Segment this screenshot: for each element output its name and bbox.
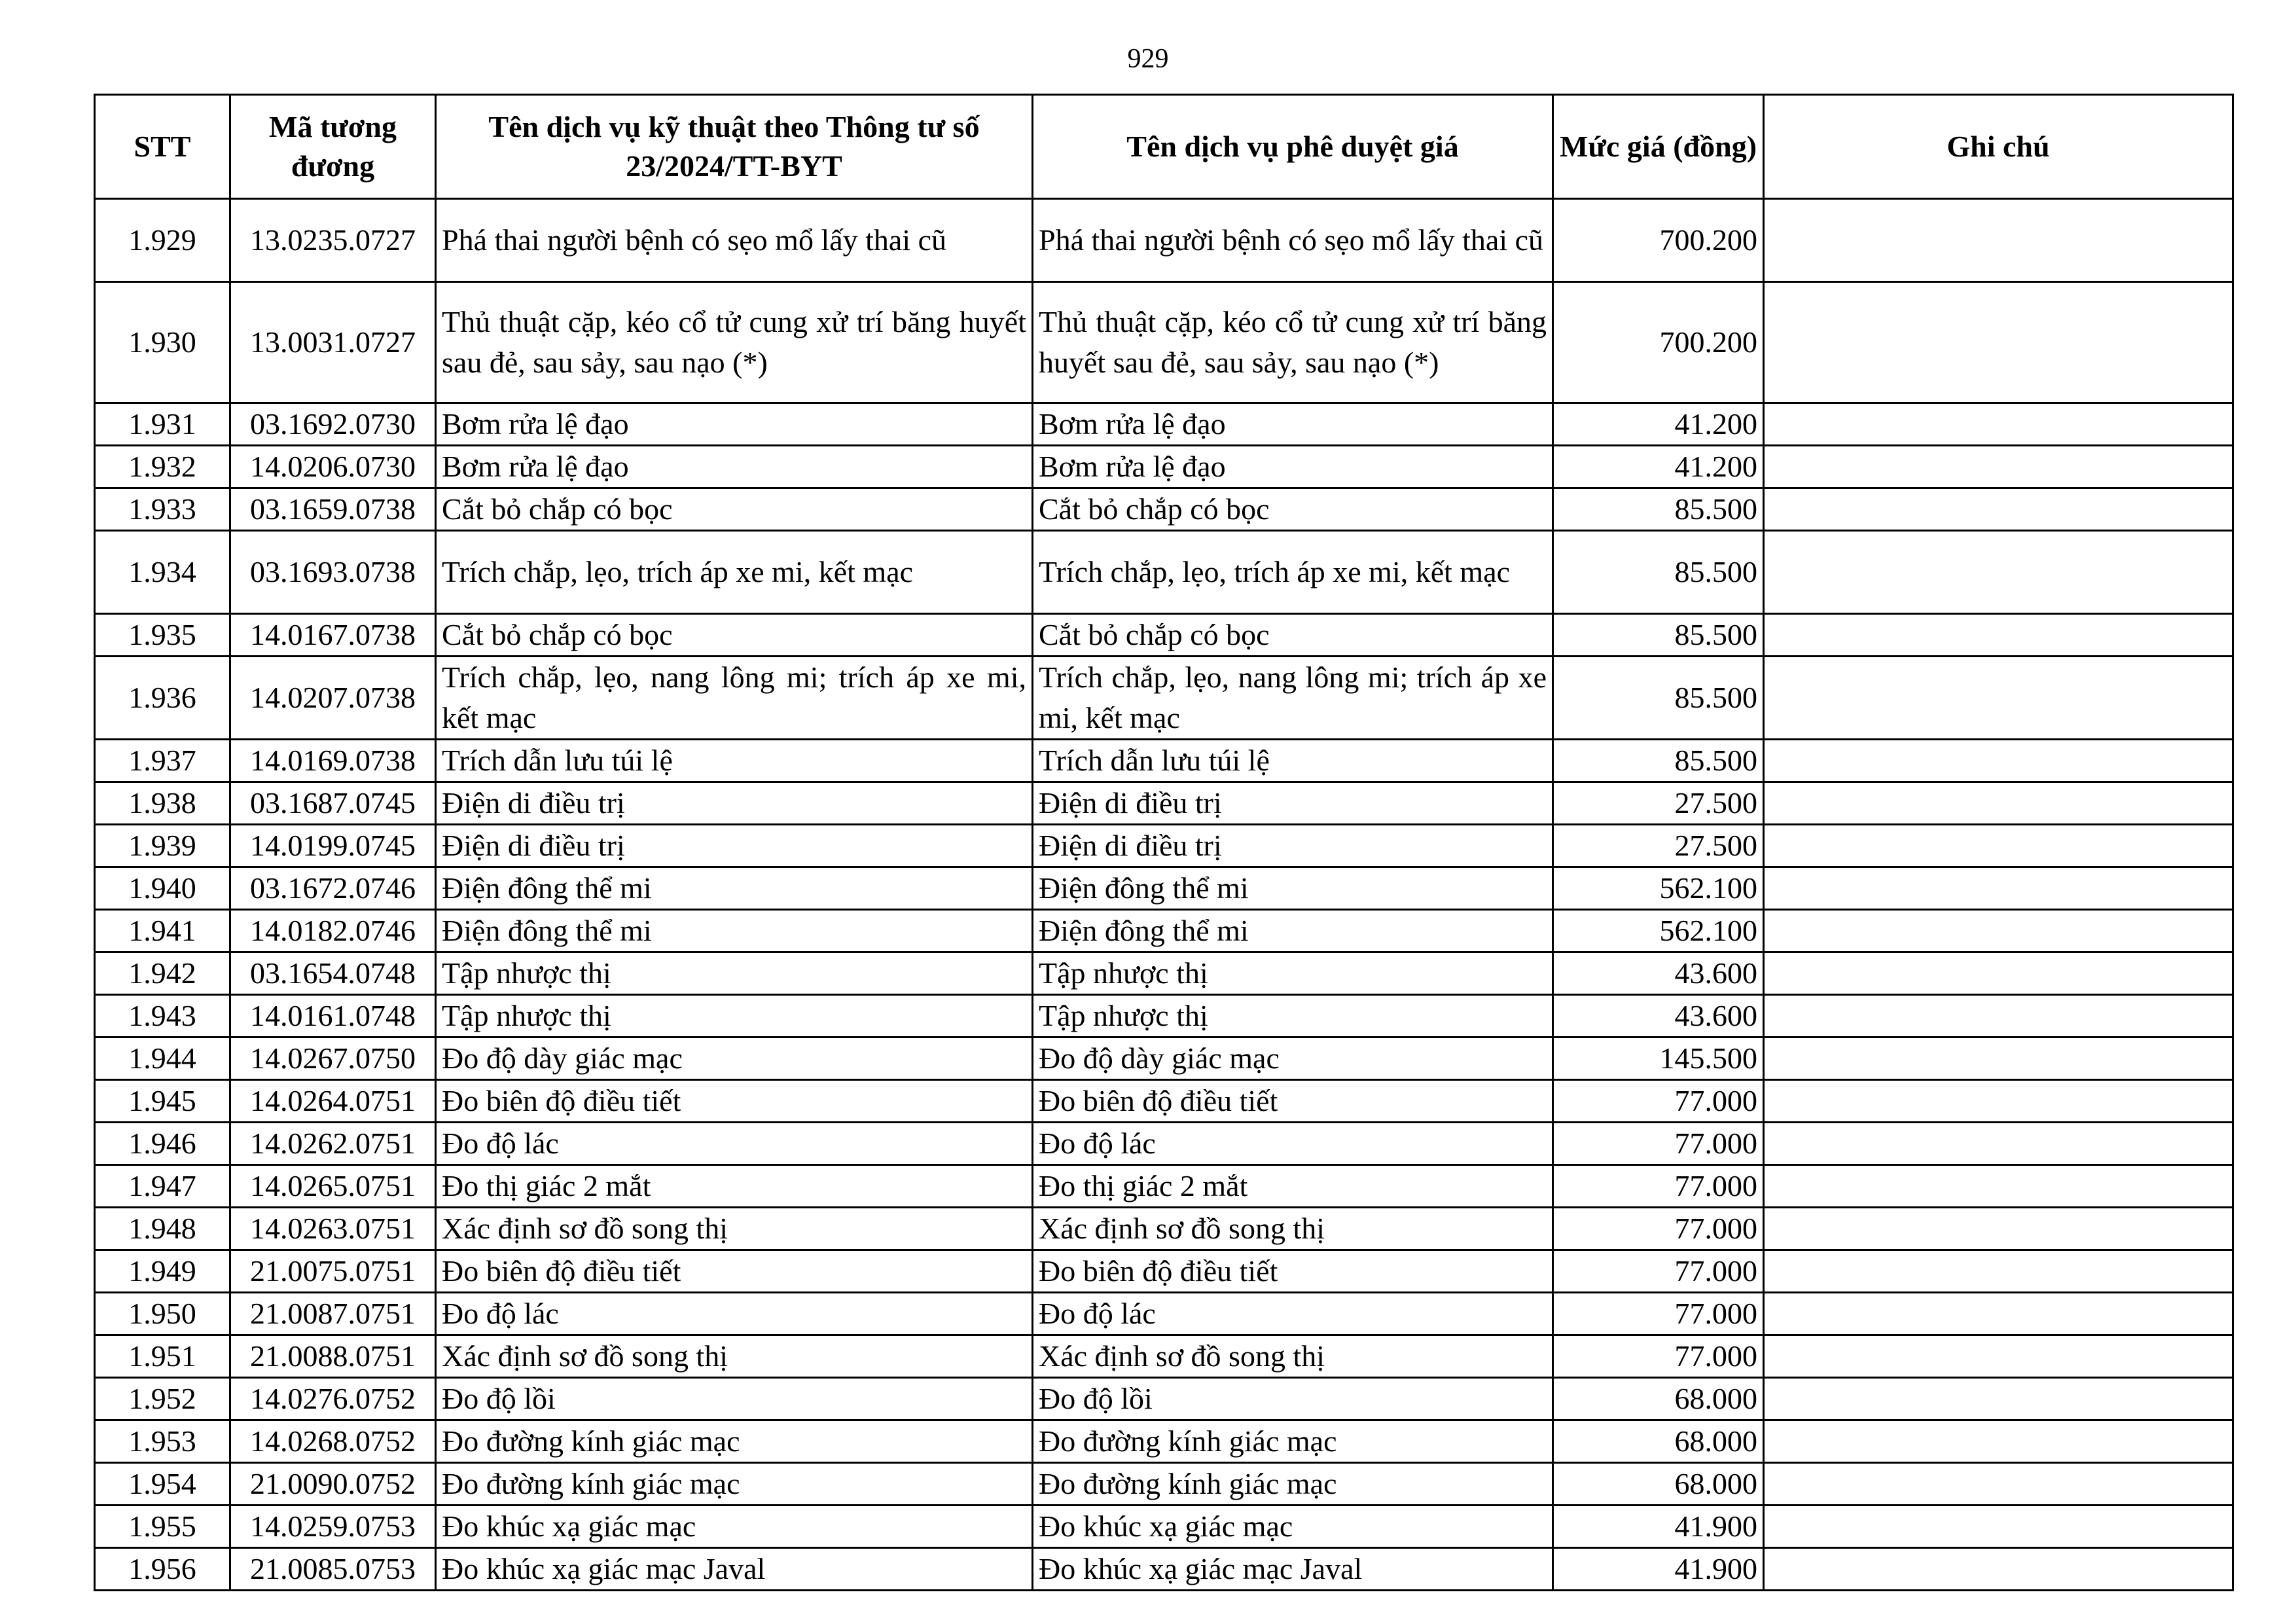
cell-note (1764, 199, 2233, 282)
cell-tech-name: Điện đông thể mi (436, 867, 1033, 910)
table-row (95, 1080, 2233, 1123)
cell-code: 21.0090.0752 (230, 1463, 436, 1506)
cell-price: 41.900 (1553, 1506, 1764, 1548)
cell-price: 85.500 (1553, 531, 1764, 614)
cell-approved-name: Đo biên độ điều tiết (1033, 1080, 1553, 1123)
cell-approved-name: Đo khúc xạ giác mạc Javal (1033, 1548, 1553, 1591)
cell-stt: 1.933 (95, 488, 230, 531)
cell-code: 03.1687.0745 (230, 782, 436, 825)
table-row (95, 1123, 2233, 1165)
cell-approved-name: Đo thị giác 2 mắt (1033, 1165, 1553, 1208)
cell-approved-name: Trích dẫn lưu túi lệ (1033, 740, 1553, 782)
table-row (95, 1165, 2233, 1208)
cell-tech-name: Bơm rửa lệ đạo (436, 403, 1033, 446)
table-row (95, 1463, 2233, 1506)
cell-code: 14.0265.0751 (230, 1165, 436, 1208)
cell-note (1764, 1506, 2233, 1548)
table-row (95, 488, 2233, 531)
cell-approved-name: Bơm rửa lệ đạo (1033, 446, 1553, 488)
cell-code: 03.1659.0738 (230, 488, 436, 531)
table-row (95, 1506, 2233, 1548)
header-price: Mức giá (đồng) (1553, 95, 1764, 199)
cell-price: 85.500 (1553, 488, 1764, 531)
cell-approved-name: Thủ thuật cặp, kéo cổ tử cung xử trí băng huyết sau đẻ, sau sảy, sau nạo (*) (1033, 282, 1553, 403)
cell-code: 14.0169.0738 (230, 740, 436, 782)
cell-price: 41.200 (1553, 446, 1764, 488)
table-row (95, 867, 2233, 910)
cell-approved-name: Cắt bỏ chắp có bọc (1033, 614, 1553, 657)
cell-price: 85.500 (1553, 740, 1764, 782)
cell-note (1764, 1123, 2233, 1165)
cell-note (1764, 825, 2233, 867)
cell-stt: 1.936 (95, 657, 230, 740)
cell-note (1764, 1250, 2233, 1293)
cell-note (1764, 1080, 2233, 1123)
table-row (95, 995, 2233, 1038)
cell-tech-name: Tập nhược thị (436, 952, 1033, 995)
cell-price: 562.100 (1553, 910, 1764, 952)
cell-note (1764, 867, 2233, 910)
cell-price: 77.000 (1553, 1250, 1764, 1293)
cell-approved-name: Đo đường kính giác mạc (1033, 1420, 1553, 1463)
header-note: Ghi chú (1764, 95, 2233, 199)
table-row (95, 657, 2233, 740)
cell-stt: 1.935 (95, 614, 230, 657)
cell-code: 21.0087.0751 (230, 1293, 436, 1335)
cell-price: 68.000 (1553, 1463, 1764, 1506)
cell-approved-name: Trích chắp, lẹo, nang lông mi; trích áp xe mi, kết mạc (1033, 657, 1553, 740)
cell-tech-name: Thủ thuật cặp, kéo cổ tử cung xử trí băng huyết sau đẻ, sau sảy, sau nạo (*) (436, 282, 1033, 403)
cell-price: 562.100 (1553, 867, 1764, 910)
cell-note (1764, 614, 2233, 657)
cell-code: 13.0235.0727 (230, 199, 436, 282)
cell-note (1764, 531, 2233, 614)
cell-note (1764, 657, 2233, 740)
cell-note (1764, 1420, 2233, 1463)
cell-note (1764, 1293, 2233, 1335)
cell-tech-name: Đo đường kính giác mạc (436, 1463, 1033, 1506)
cell-price: 77.000 (1553, 1165, 1764, 1208)
cell-tech-name: Bơm rửa lệ đạo (436, 446, 1033, 488)
cell-approved-name: Phá thai người bệnh có sẹo mổ lấy thai cũ (1033, 199, 1553, 282)
cell-code: 14.0207.0738 (230, 657, 436, 740)
cell-stt: 1.943 (95, 995, 230, 1038)
cell-tech-name: Xác định sơ đồ song thị (436, 1335, 1033, 1378)
cell-code: 14.0276.0752 (230, 1378, 436, 1420)
cell-note (1764, 782, 2233, 825)
cell-stt: 1.939 (95, 825, 230, 867)
cell-price: 43.600 (1553, 952, 1764, 995)
cell-tech-name: Đo biên độ điều tiết (436, 1080, 1033, 1123)
cell-code: 14.0167.0738 (230, 614, 436, 657)
cell-code: 21.0085.0753 (230, 1548, 436, 1591)
cell-stt: 1.930 (95, 282, 230, 403)
cell-tech-name: Phá thai người bệnh có sẹo mổ lấy thai cũ (436, 199, 1033, 282)
cell-approved-name: Đo độ lác (1033, 1123, 1553, 1165)
cell-tech-name: Đo khúc xạ giác mạc Javal (436, 1548, 1033, 1591)
cell-tech-name: Trích dẫn lưu túi lệ (436, 740, 1033, 782)
cell-stt: 1.947 (95, 1165, 230, 1208)
table-row (95, 614, 2233, 657)
cell-stt: 1.941 (95, 910, 230, 952)
cell-price: 68.000 (1553, 1378, 1764, 1420)
cell-price: 27.500 (1553, 782, 1764, 825)
table-row (95, 1335, 2233, 1378)
cell-code: 14.0206.0730 (230, 446, 436, 488)
cell-stt: 1.951 (95, 1335, 230, 1378)
table-row (95, 740, 2233, 782)
cell-note (1764, 446, 2233, 488)
cell-approved-name: Tập nhược thị (1033, 995, 1553, 1038)
cell-note (1764, 1038, 2233, 1080)
cell-note (1764, 910, 2233, 952)
cell-approved-name: Điện đông thể mi (1033, 867, 1553, 910)
cell-price: 68.000 (1553, 1420, 1764, 1463)
table-header-row (95, 95, 2233, 199)
cell-tech-name: Xác định sơ đồ song thị (436, 1208, 1033, 1250)
cell-stt: 1.956 (95, 1548, 230, 1591)
table-row (95, 910, 2233, 952)
table-row (95, 782, 2233, 825)
cell-stt: 1.952 (95, 1378, 230, 1420)
cell-tech-name: Đo biên độ điều tiết (436, 1250, 1033, 1293)
cell-code: 21.0088.0751 (230, 1335, 436, 1378)
cell-tech-name: Trích chắp, lẹo, nang lông mi; trích áp xe mi, kết mạc (436, 657, 1033, 740)
cell-stt: 1.929 (95, 199, 230, 282)
table-row (95, 446, 2233, 488)
cell-price: 145.500 (1553, 1038, 1764, 1080)
cell-approved-name: Xác định sơ đồ song thị (1033, 1335, 1553, 1378)
cell-tech-name: Trích chắp, lẹo, trích áp xe mi, kết mạc (436, 531, 1033, 614)
cell-code: 14.0267.0750 (230, 1038, 436, 1080)
cell-note (1764, 1463, 2233, 1506)
cell-tech-name: Điện đông thể mi (436, 910, 1033, 952)
cell-approved-name: Đo độ lác (1033, 1293, 1553, 1335)
cell-approved-name: Đo biên độ điều tiết (1033, 1250, 1553, 1293)
cell-price: 41.900 (1553, 1548, 1764, 1591)
cell-stt: 1.950 (95, 1293, 230, 1335)
cell-stt: 1.942 (95, 952, 230, 995)
cell-tech-name: Đo độ lồi (436, 1378, 1033, 1420)
cell-stt: 1.932 (95, 446, 230, 488)
cell-tech-name: Tập nhược thị (436, 995, 1033, 1038)
cell-stt: 1.948 (95, 1208, 230, 1250)
cell-stt: 1.955 (95, 1506, 230, 1548)
table-row (95, 1420, 2233, 1463)
table-row (95, 403, 2233, 446)
cell-tech-name: Đo thị giác 2 mắt (436, 1165, 1033, 1208)
cell-price: 77.000 (1553, 1123, 1764, 1165)
cell-note (1764, 1208, 2233, 1250)
table-row (95, 825, 2233, 867)
cell-approved-name: Tập nhược thị (1033, 952, 1553, 995)
cell-code: 14.0264.0751 (230, 1080, 436, 1123)
cell-note (1764, 995, 2233, 1038)
header-code: Mã tương đương (230, 95, 436, 199)
cell-price: 77.000 (1553, 1080, 1764, 1123)
cell-approved-name: Đo đường kính giác mạc (1033, 1463, 1553, 1506)
cell-note (1764, 1548, 2233, 1591)
cell-price: 700.200 (1553, 199, 1764, 282)
cell-code: 14.0268.0752 (230, 1420, 436, 1463)
cell-approved-name: Bơm rửa lệ đạo (1033, 403, 1553, 446)
cell-stt: 1.944 (95, 1038, 230, 1080)
table-row (95, 1038, 2233, 1080)
cell-approved-name: Điện đông thể mi (1033, 910, 1553, 952)
cell-approved-name: Điện di điều trị (1033, 782, 1553, 825)
table-row (95, 1208, 2233, 1250)
cell-approved-name: Điện di điều trị (1033, 825, 1553, 867)
cell-price: 85.500 (1553, 657, 1764, 740)
cell-stt: 1.946 (95, 1123, 230, 1165)
cell-note (1764, 1335, 2233, 1378)
cell-stt: 1.954 (95, 1463, 230, 1506)
cell-stt: 1.937 (95, 740, 230, 782)
service-price-table (94, 94, 2234, 1591)
cell-tech-name: Đo khúc xạ giác mạc (436, 1506, 1033, 1548)
cell-note (1764, 740, 2233, 782)
cell-price: 77.000 (1553, 1208, 1764, 1250)
cell-tech-name: Đo đường kính giác mạc (436, 1420, 1033, 1463)
header-tech-name: Tên dịch vụ kỹ thuật theo Thông tư số 23/2024/TT-BYT (436, 95, 1033, 199)
cell-stt: 1.945 (95, 1080, 230, 1123)
cell-price: 41.200 (1553, 403, 1764, 446)
cell-code: 14.0199.0745 (230, 825, 436, 867)
cell-code: 14.0161.0748 (230, 995, 436, 1038)
cell-code: 03.1654.0748 (230, 952, 436, 995)
cell-note (1764, 403, 2233, 446)
cell-price: 77.000 (1553, 1293, 1764, 1335)
cell-tech-name: Đo độ lác (436, 1293, 1033, 1335)
cell-code: 03.1672.0746 (230, 867, 436, 910)
cell-price: 700.200 (1553, 282, 1764, 403)
table-row (95, 1293, 2233, 1335)
table-row (95, 282, 2233, 403)
header-stt: STT (95, 95, 230, 199)
table-row (95, 1250, 2233, 1293)
cell-stt: 1.938 (95, 782, 230, 825)
cell-approved-name: Cắt bỏ chắp có bọc (1033, 488, 1553, 531)
cell-code: 21.0075.0751 (230, 1250, 436, 1293)
cell-code: 14.0263.0751 (230, 1208, 436, 1250)
cell-approved-name: Xác định sơ đồ song thị (1033, 1208, 1553, 1250)
cell-note (1764, 1165, 2233, 1208)
cell-stt: 1.934 (95, 531, 230, 614)
table-row (95, 1548, 2233, 1591)
table-row (95, 531, 2233, 614)
cell-stt: 1.949 (95, 1250, 230, 1293)
cell-code: 03.1693.0738 (230, 531, 436, 614)
table-row (95, 199, 2233, 282)
cell-approved-name: Đo khúc xạ giác mạc (1033, 1506, 1553, 1548)
cell-tech-name: Đo độ dày giác mạc (436, 1038, 1033, 1080)
cell-tech-name: Cắt bỏ chắp có bọc (436, 488, 1033, 531)
cell-code: 14.0262.0751 (230, 1123, 436, 1165)
cell-price: 43.600 (1553, 995, 1764, 1038)
table-body (95, 199, 2233, 1591)
cell-note (1764, 282, 2233, 403)
cell-note (1764, 952, 2233, 995)
header-approved-name: Tên dịch vụ phê duyệt giá (1033, 95, 1553, 199)
cell-approved-name: Đo độ dày giác mạc (1033, 1038, 1553, 1080)
cell-price: 85.500 (1553, 614, 1764, 657)
cell-tech-name: Đo độ lác (436, 1123, 1033, 1165)
cell-price: 77.000 (1553, 1335, 1764, 1378)
cell-tech-name: Điện di điều trị (436, 782, 1033, 825)
page-number: 929 (1127, 44, 1169, 74)
cell-code: 13.0031.0727 (230, 282, 436, 403)
cell-stt: 1.931 (95, 403, 230, 446)
cell-note (1764, 1378, 2233, 1420)
cell-tech-name: Điện di điều trị (436, 825, 1033, 867)
cell-tech-name: Cắt bỏ chắp có bọc (436, 614, 1033, 657)
cell-approved-name: Đo độ lồi (1033, 1378, 1553, 1420)
cell-stt: 1.953 (95, 1420, 230, 1463)
cell-approved-name: Trích chắp, lẹo, trích áp xe mi, kết mạc (1033, 531, 1553, 614)
cell-code: 14.0182.0746 (230, 910, 436, 952)
cell-price: 27.500 (1553, 825, 1764, 867)
table-row (95, 952, 2233, 995)
cell-code: 14.0259.0753 (230, 1506, 436, 1548)
cell-code: 03.1692.0730 (230, 403, 436, 446)
cell-stt: 1.940 (95, 867, 230, 910)
cell-note (1764, 488, 2233, 531)
table-row (95, 1378, 2233, 1420)
